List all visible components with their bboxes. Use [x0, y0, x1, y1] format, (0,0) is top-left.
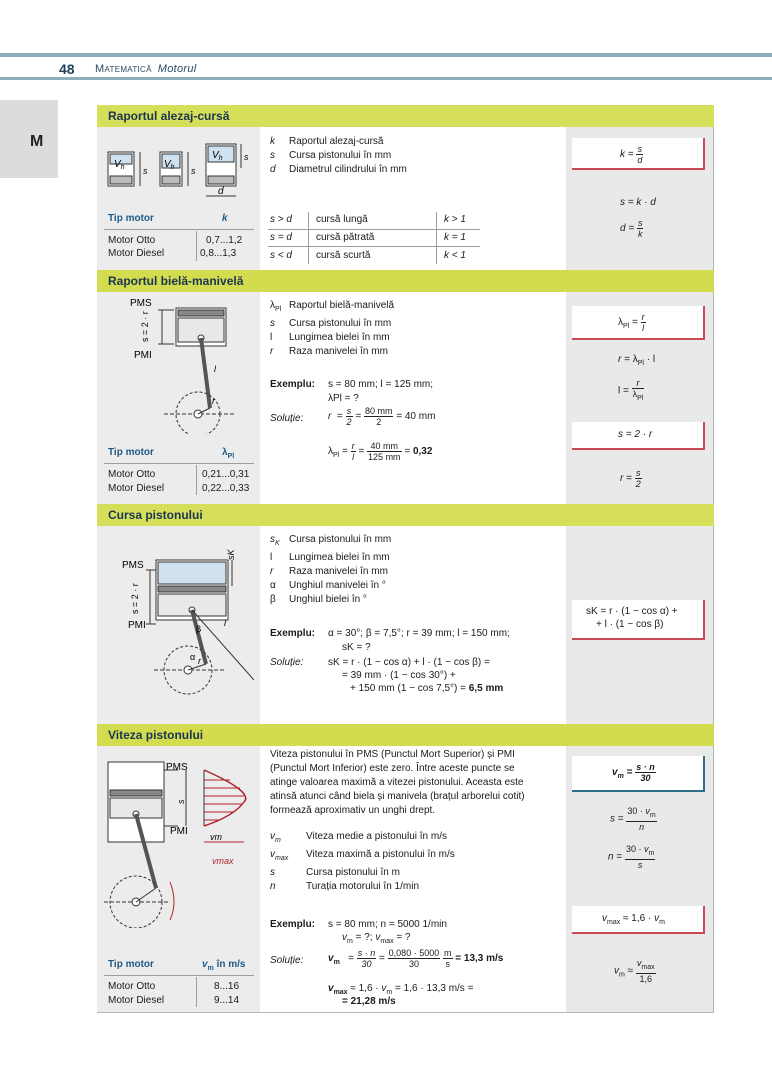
symbols-list: $v_m$ Viteza medie a pistonului în m/s $v_{max}$ Viteza maximă a pistonului în m/s s Cursa pistonului în m n Turația motorului în 1/min [270, 831, 455, 892]
section-header-stroke [97, 504, 714, 526]
svg-text:Vh: $V_h$ [114, 159, 125, 171]
symbol-desc: Turația motorului în 1/min [306, 881, 420, 892]
table-cell: Motor Diesel [108, 483, 165, 494]
formula-s: s = $\frac{30 \cdot v_m}{n}$ [610, 806, 656, 832]
formula-r2: r = $\frac{s}{2}$ [620, 468, 641, 489]
symbol-desc: Cursa pistonului în mm [289, 534, 392, 545]
symbols-list: $\lambda_{Pl}$ Raportul bielă-manivelă s Cursa pistonului în mm l Lungimea bielei în mm r Raza manivelei în mm [270, 300, 395, 357]
symbol-desc: Cursa pistonului în m [306, 867, 400, 878]
table-head-k: k [222, 213, 228, 224]
solution-line-3: = 21,28 m/s [342, 996, 396, 1007]
solution-line-2: $\lambda_{Pl}$ = $\frac{r}{l}$ = $\frac{40 mm}{125 mm}$ = 0,32 [328, 441, 433, 462]
symbol-desc: Cursa pistonului în mm [289, 318, 392, 329]
example-given: s = 80 mm; n = 5000 1/min [328, 919, 447, 930]
table-cell: Motor Otto [108, 981, 156, 992]
table-cell: Motor Otto [108, 469, 156, 480]
symbols-list: $s_K$ Cursa pistonului în mm l Lungimea bielei în mm r Raza manivelei în mm α Unghiul manivelei în ° β Unghiul bielei în ° [270, 534, 392, 605]
table-divider [104, 229, 254, 230]
table-cell: 0,22...0,33 [202, 483, 250, 494]
page-title [95, 63, 197, 75]
formula-vm2: $v_m$ ≈ $\frac{v_{max}}{1,6}$ [614, 958, 655, 984]
table-cell: s < d [270, 250, 292, 261]
example-given: α = 30°; β = 7,5°; r = 39 mm; l = 150 mm; [328, 628, 510, 639]
section-header-bore-stroke [97, 105, 714, 127]
example-label: Exemplu: [270, 379, 316, 390]
pmi-label: PMI [134, 350, 152, 361]
symbol-desc: Raza manivelei în mm [289, 566, 388, 577]
alpha-label: α [190, 652, 196, 662]
bore-stroke-diagram [104, 140, 254, 202]
stroke-type-table [268, 212, 480, 264]
table-cell: 0,8...1,3 [200, 248, 237, 259]
s-label-3: s [244, 152, 249, 162]
symbol-desc: Unghiul manivelei în ° [289, 580, 386, 591]
table-cell: s = d [270, 232, 292, 243]
section-header-speed [97, 724, 714, 746]
solution-line-1: sK = r · (1 − cos α) + l · (1 − cos β) = [328, 657, 490, 668]
section-name: Matematică [95, 63, 152, 75]
radius-label: r [212, 396, 215, 406]
solution-line-3: + 150 mm (1 − cos 7,5°) = 6,5 mm [350, 683, 504, 694]
intro-text: Viteza pistonului în PMS (Punctul Mort Superior) și PMI (Punctul Mort Inferior) este zero. Între aceste puncte se atinge valoarea maximă a vitezei pistonului. Aceasta este atinsă atunci când biela și manivela (brațul arborelui cotit) formează aproximativ un unghi drept. [270, 749, 525, 816]
symbol-desc: Raza manivelei în mm [289, 346, 388, 357]
table-cell: 8...16 [214, 981, 240, 992]
pmi-label: PMI [128, 620, 146, 631]
section-header-rod-crank [97, 270, 714, 292]
table-head-lambda: $\lambda_{Pl}$ [222, 447, 235, 460]
vh-label-3: V [212, 150, 219, 161]
side-tab-letter: M [30, 133, 44, 150]
svg-text:Vh: $V_h$ [212, 150, 223, 162]
symbol-desc: Raportul alezaj-cursă [289, 136, 384, 147]
symbol-desc: Viteza medie a pistonului în m/s [306, 831, 448, 842]
table-cell: 0,7...1,2 [206, 235, 243, 246]
table-cell: 0,21...0,31 [202, 469, 250, 480]
formula-box-vm: $v_m$ = $\frac{s \cdot n}{30}$ [572, 756, 705, 792]
table-cell: k < 1 [444, 250, 466, 261]
table-divider [104, 975, 254, 976]
stroke-diagram [104, 530, 254, 712]
pms-label: PMS [166, 762, 188, 773]
s-label: s [143, 166, 148, 176]
stroke-label: s [176, 799, 186, 804]
table-divider [104, 463, 254, 464]
symbol: s [270, 150, 275, 161]
symbol-desc: Raportul bielă-manivelă [289, 300, 395, 311]
vmax-label: vmax [212, 856, 234, 866]
formula-d: d = $\frac{s}{k}$ [620, 218, 643, 239]
speed-diagram [104, 752, 254, 928]
symbols-list [270, 135, 407, 177]
header-rule-bottom [0, 77, 772, 80]
solution-label: Soluție: [270, 955, 304, 966]
symbol-desc: Viteza maximă a pistonului în m/s [306, 849, 455, 860]
formula-box-s: s = 2 · r [572, 422, 705, 450]
example-question: sK = ? [342, 642, 371, 653]
table-cell: s > d [270, 214, 292, 225]
rod-crank-diagram [104, 294, 254, 434]
table-cell: 9...14 [214, 995, 240, 1006]
table-cell: cursă lungă [316, 214, 368, 225]
table-col-divider [196, 231, 197, 261]
header-rule-top [0, 53, 772, 57]
pmi-label: PMI [170, 826, 188, 837]
side-tab [0, 100, 58, 178]
symbol-desc: Cursa pistonului în mm [289, 150, 392, 161]
example-label: Exemplu: [270, 919, 316, 930]
solution-line-1: r = $\frac{s}{2}$ = $\frac{80 mm}{2}$ = 40 mm [328, 406, 436, 427]
symbol-desc: Diametrul cilindrului în mm [289, 164, 407, 175]
beta-label: β [196, 624, 202, 634]
rod-label: l [214, 364, 216, 374]
table-cell: cursă scurtă [316, 250, 371, 261]
table-cell: Motor Diesel [108, 995, 165, 1006]
svg-text:Vh: $V_h$ [164, 159, 175, 171]
table-head-vm: $v_m$ în m/s [202, 959, 246, 972]
s-label-2: s [191, 166, 196, 176]
page-number: 48 [59, 61, 75, 77]
stroke-label: s = 2 · r [130, 583, 140, 614]
solution-label: Soluție: [270, 657, 304, 668]
radius-label: r [198, 656, 201, 666]
table-cell: k = 1 [444, 232, 466, 243]
formula-s: s = k · d [620, 197, 656, 208]
pms-label: PMS [122, 560, 144, 571]
example-question: λPl = ? [328, 393, 359, 404]
solution-line-1: $v_m$ = $\frac{s \cdot n}{30}$ = $\frac{0,080 \cdot 5000}{30}$ $\frac{m}{s}$ = 13,3 m/s [328, 948, 504, 969]
vh-label-2: V [164, 159, 171, 170]
symbol-desc: Lungimea bielei în mm [289, 552, 390, 563]
formula-box-sk: sK = r · (1 − cos α) + + l · (1 − cos β) [572, 600, 705, 640]
section-title: Raportul bielă-manivelă [108, 274, 244, 288]
formula-box-k: k = $\frac{s}{d}$ [572, 138, 705, 170]
symbol-desc: Unghiul bielei în ° [289, 594, 367, 605]
table-head-type: Tip motor [108, 213, 154, 224]
table-col-divider [196, 465, 197, 495]
table-head-type: Tip motor [108, 447, 154, 458]
table-cell: Motor Otto [108, 235, 156, 246]
formula-n: n = $\frac{30 \cdot v_m}{s}$ [608, 844, 655, 870]
sk-label: sK [226, 549, 236, 560]
vm-label: vm [210, 832, 222, 842]
section-title: Cursa pistonului [108, 508, 203, 522]
pms-label: PMS [130, 298, 152, 309]
table-cell: k > 1 [444, 214, 466, 225]
vh-label: V [114, 159, 121, 170]
formula-l: l = $\frac{r}{\lambda_{Pl}}$ [618, 378, 644, 402]
solution-line-2: = 39 mm · (1 − cos 30°) + [342, 670, 456, 681]
solution-label: Soluție: [270, 413, 304, 424]
table-head-type: Tip motor [108, 959, 154, 970]
table-cell: Motor Diesel [108, 248, 165, 259]
formula-r: $r = \lambda_{Pl} \cdot l$ [618, 354, 656, 367]
formula-box-lambda: $\lambda_{Pl}$ = $\frac{r}{l}$ [572, 306, 705, 340]
example-question: $v_m$ = ?; $v_{max}$ = ? [342, 932, 411, 945]
table-cell: cursă pătrată [316, 232, 375, 243]
rod-label: l [224, 618, 226, 628]
example-given: s = 80 mm; l = 125 mm; [328, 379, 434, 390]
formula-box-vmax: $v_{max} \approx 1,6 \cdot v_m$ [572, 906, 705, 934]
stroke-label: s = 2 · r [140, 311, 150, 342]
d-label: d [218, 186, 224, 197]
section-title: Viteza pistonului [108, 728, 204, 742]
example-label: Exemplu: [270, 628, 316, 639]
symbol: d [270, 164, 276, 175]
table-col-divider [196, 977, 197, 1007]
section-title: Raportul alezaj-cursă [108, 109, 230, 123]
solution-line-2: $v_{max} \approx 1,6 \cdot v_m = 1,6 \cdot 13,3$ m/s = [328, 983, 474, 996]
symbol-desc: Lungimea bielei în mm [289, 332, 390, 343]
chapter-name: Motorul [157, 63, 197, 75]
symbol: k [270, 136, 275, 147]
